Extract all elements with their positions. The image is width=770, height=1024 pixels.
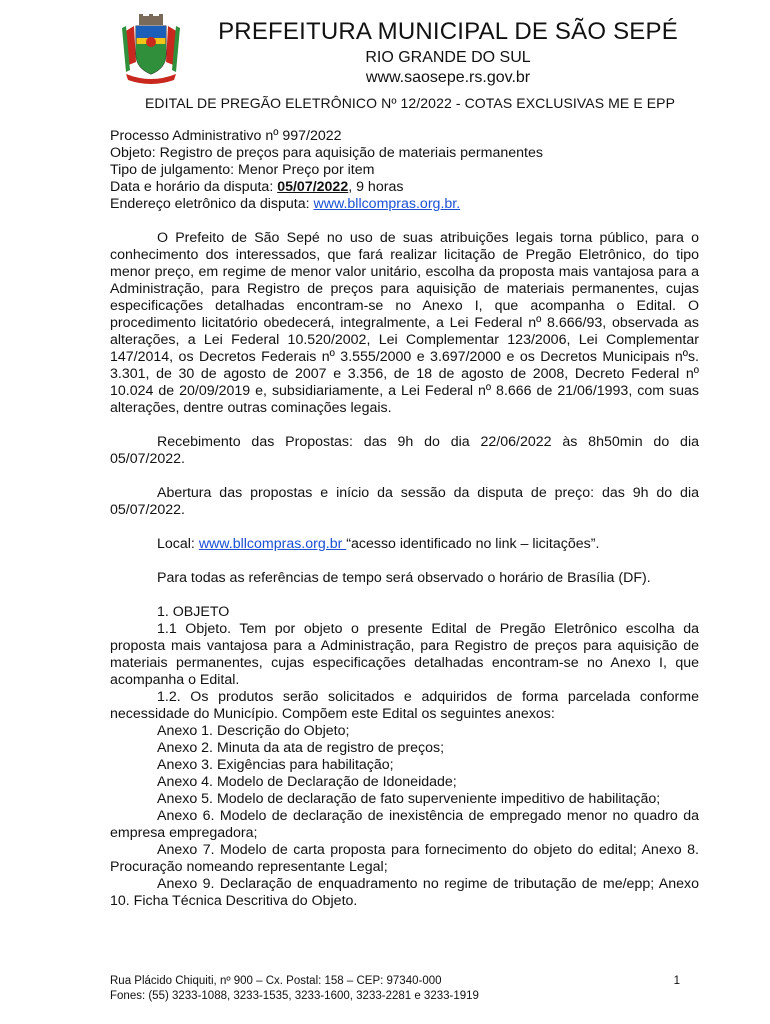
tipo-julgamento-line: Tipo de julgamento: Menor Preço por item	[110, 162, 375, 178]
coat-of-arms-icon	[120, 14, 182, 84]
data-disputa-line: Data e horário da disputa: 05/07/2022, 9 horas	[110, 179, 404, 195]
annex-item: Anexo 5. Modelo de declaração de fato superveniente impeditivo de habilitação;	[157, 791, 661, 807]
footer-phones: Fones: (55) 3233-1088, 3233-1535, 3233-1600, 3233-2281 e 3233-1919	[110, 990, 479, 1002]
item-1-1: 1.1 Objeto. Tem por objeto o presente Edital de Pregão Eletrônico escolha da proposta mais vantajosa para a Administração, para Registro de preços para aquisição de materiais permanentes, cujas especificações detalhadas encontram-se no Anexo I, que acompanha o Edital.	[110, 621, 699, 688]
item-1-2: 1.2. Os produtos serão solicitados e adquiridos de forma parcelada conforme necessidade do Município. Compõem este Edital os seguintes anexos:	[110, 689, 699, 722]
page-footer	[110, 974, 690, 1004]
referencias-paragraph: Para todas as referências de tempo será observado o horário de Brasília (DF).	[157, 570, 651, 586]
document-body	[110, 128, 699, 910]
annex-item: Anexo 1. Descrição do Objeto;	[157, 723, 350, 739]
intro-paragraph: O Prefeito de São Sepé no uso de suas atribuições legais torna público, para o conhecimento dos interessados, que fará realizar licitação de Pregão Eletrônico, do tipo menor preço, em regime de menor valor unitário, escolha da proposta mais vantajosa para a Administração, para Registro de preços para aquisição de materiais permanentes, cujas especificações detalhadas encontram-se no Anexo I, que acompanha o Edital. O procedimento licitatório obedecerá, integralmente, a Lei Federal nº 8.666/93, observada as alterações, a Lei Federal 10.520/2002, Lei Complementar 123/2006, Lei Complementar 147/2014, os Decretos Federais nº 3.555/2000 e 3.697/2000 e os Decretos Municipais nºs. 3.301, de 30 de agosto de 2007 e 3.356, de 18 de agosto de 2008, Decreto Federal nº 10.024 de 20/09/2019 e, subsidiariamente, a Lei Federal nº 8.666 de 21/06/1993, com suas alterações, dentre outras cominações legais.	[110, 230, 699, 416]
objeto-line: Objeto: Registro de preços para aquisição de materiais permanentes	[110, 145, 543, 161]
page-number: 1	[673, 975, 680, 987]
state-name: RIO GRANDE DO SUL	[365, 49, 531, 66]
annex-item: Anexo 4. Modelo de Declaração de Idoneidade;	[157, 774, 457, 790]
bllcompras-link[interactable]: www.bllcompras.org.br.	[313, 196, 461, 212]
website-text: www.saosepe.rs.gov.br	[365, 69, 531, 86]
annex-item: Anexo 7. Modelo de carta proposta para fornecimento do objeto do edital; Anexo 8. Procuração nomeando representante Legal;	[110, 842, 699, 875]
abertura-paragraph: Abertura das propostas e início da sessão da disputa de preço: das 9h do dia 05/07/2022.	[110, 485, 699, 518]
footer-address: Rua Plácido Chiquiti, nº 900 – Cx. Postal: 158 – CEP: 97340-000	[110, 975, 442, 987]
edital-heading: EDITAL DE PREGÃO ELETRÔNICO Nº 12/2022 - COTAS EXCLUSIVAS ME E EPP	[144, 95, 676, 111]
data-disputa-value: 05/07/2022	[277, 179, 349, 195]
annex-item: Anexo 2. Minuta da ata de registro de preços;	[157, 740, 445, 756]
municipality-title: PREFEITURA MUNICIPAL DE SÃO SEPÉ	[218, 18, 678, 45]
local-paragraph: Local: www.bllcompras.org.br “acesso identificado no link – licitações”.	[157, 536, 600, 552]
recebimento-paragraph: Recebimento das Propostas: das 9h do dia 22/06/2022 às 8h50min do dia 05/07/2022.	[110, 434, 699, 467]
local-link[interactable]: www.bllcompras.org.br	[198, 536, 347, 552]
section-title-objeto: 1. OBJETO	[157, 604, 230, 620]
endereco-line: Endereço eletrônico da disputa: www.bllcompras.org.br.	[110, 196, 461, 212]
annex-item: Anexo 6. Modelo de declaração de inexistência de empregado menor no quadro da empresa empregadora;	[110, 808, 699, 841]
annex-item: Anexo 3. Exigências para habilitação;	[157, 757, 394, 773]
processo-line: Processo Administrativo nº 997/2022	[110, 128, 342, 144]
annex-item: Anexo 9. Declaração de enquadramento no regime de tributação de me/epp; Anexo 10. Ficha Técnica Descritiva do Objeto.	[110, 876, 699, 909]
